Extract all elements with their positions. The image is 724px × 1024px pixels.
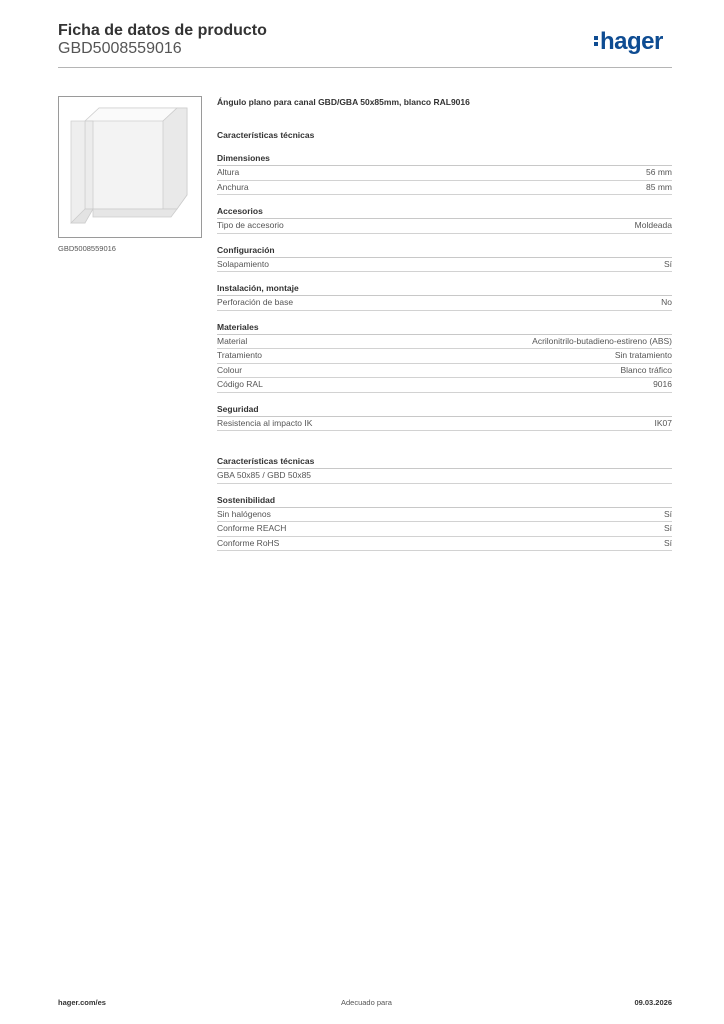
section-title-sostenibilidad: Sostenibilidad	[217, 494, 672, 508]
spec-row	[217, 508, 672, 523]
footer-note: Adecuado para	[341, 998, 392, 1007]
product-code: GBD5008559016	[58, 40, 182, 57]
spec-row	[217, 166, 672, 181]
spec-label: Código RAL	[217, 379, 263, 389]
spec-row	[217, 219, 672, 234]
spec-value: Sí	[663, 508, 672, 519]
spec-row	[217, 378, 672, 393]
spec-label: Conforme REACH	[217, 523, 287, 533]
section-title-tech: Características técnicas	[217, 130, 315, 140]
header-divider	[58, 67, 672, 68]
spec-row	[217, 364, 672, 379]
spec-label: GBA 50x85 / GBD 50x85	[217, 470, 312, 480]
spec-value: Moldeada	[634, 220, 672, 230]
section-title-tech2: Características técnicas	[217, 455, 672, 469]
spec-label: Altura	[217, 167, 240, 177]
spec-label: Perforación de base	[217, 297, 294, 307]
spec-value: 56 mm	[646, 167, 672, 177]
flat-angle-product-icon	[59, 97, 201, 237]
spec-row	[217, 537, 672, 552]
spec-label: Tipo de accesorio	[217, 220, 284, 230]
spec-label: Sin halógenos	[217, 508, 271, 519]
spec-label: Resistencia al impacto IK	[217, 417, 313, 428]
section-title-seguridad: Seguridad	[217, 403, 672, 417]
spec-value: Blanco tráfico	[620, 364, 672, 375]
spec-value: No	[661, 297, 672, 307]
spec-label: Solapamiento	[217, 258, 269, 269]
section-title-materiales: Materiales	[217, 321, 672, 335]
spec-row	[217, 522, 672, 537]
spec-row	[217, 296, 672, 311]
spec-value: Sí	[663, 258, 672, 269]
product-image	[58, 96, 202, 238]
spec-content	[217, 96, 672, 551]
spec-value: Sin tratamiento	[614, 350, 672, 360]
spec-value: Acrilonitrilo-butadieno-estireno (ABS)	[532, 335, 672, 346]
spec-label: Colour	[217, 364, 243, 375]
footer-website[interactable]: hager.com/es	[58, 998, 106, 1007]
spec-row	[217, 181, 672, 196]
hager-logo	[594, 28, 663, 56]
logo-dots-icon	[594, 34, 599, 48]
section-title-instalacion: Instalación, montaje	[217, 282, 672, 296]
product-name: Ángulo plano para canal GBD/GBA 50x85mm, blanco RAL9016	[217, 97, 470, 107]
spec-row	[217, 349, 672, 364]
image-caption: GBD5008559016	[58, 244, 116, 253]
spec-label: Conforme RoHS	[217, 537, 280, 548]
footer-date: 09.03.2026	[634, 998, 672, 1007]
spec-value: 85 mm	[646, 181, 672, 192]
spec-row	[217, 335, 672, 350]
spec-value: 9016	[653, 379, 672, 389]
spec-row	[217, 417, 672, 432]
logo-text: hager	[600, 28, 663, 55]
spec-value: IK07	[654, 417, 672, 428]
section-title-dimensiones: Dimensiones	[217, 152, 672, 166]
spec-value: Sí	[663, 537, 672, 548]
spec-label: Anchura	[217, 181, 249, 192]
spec-label: Material	[217, 335, 248, 346]
spec-row	[217, 469, 672, 484]
page-title: Ficha de datos de producto	[58, 22, 267, 39]
spec-value: Sí	[663, 523, 672, 533]
section-title-accesorios: Accesorios	[217, 205, 672, 219]
spec-row	[217, 258, 672, 273]
spec-label: Tratamiento	[217, 350, 263, 360]
section-title-configuracion: Configuración	[217, 244, 672, 258]
